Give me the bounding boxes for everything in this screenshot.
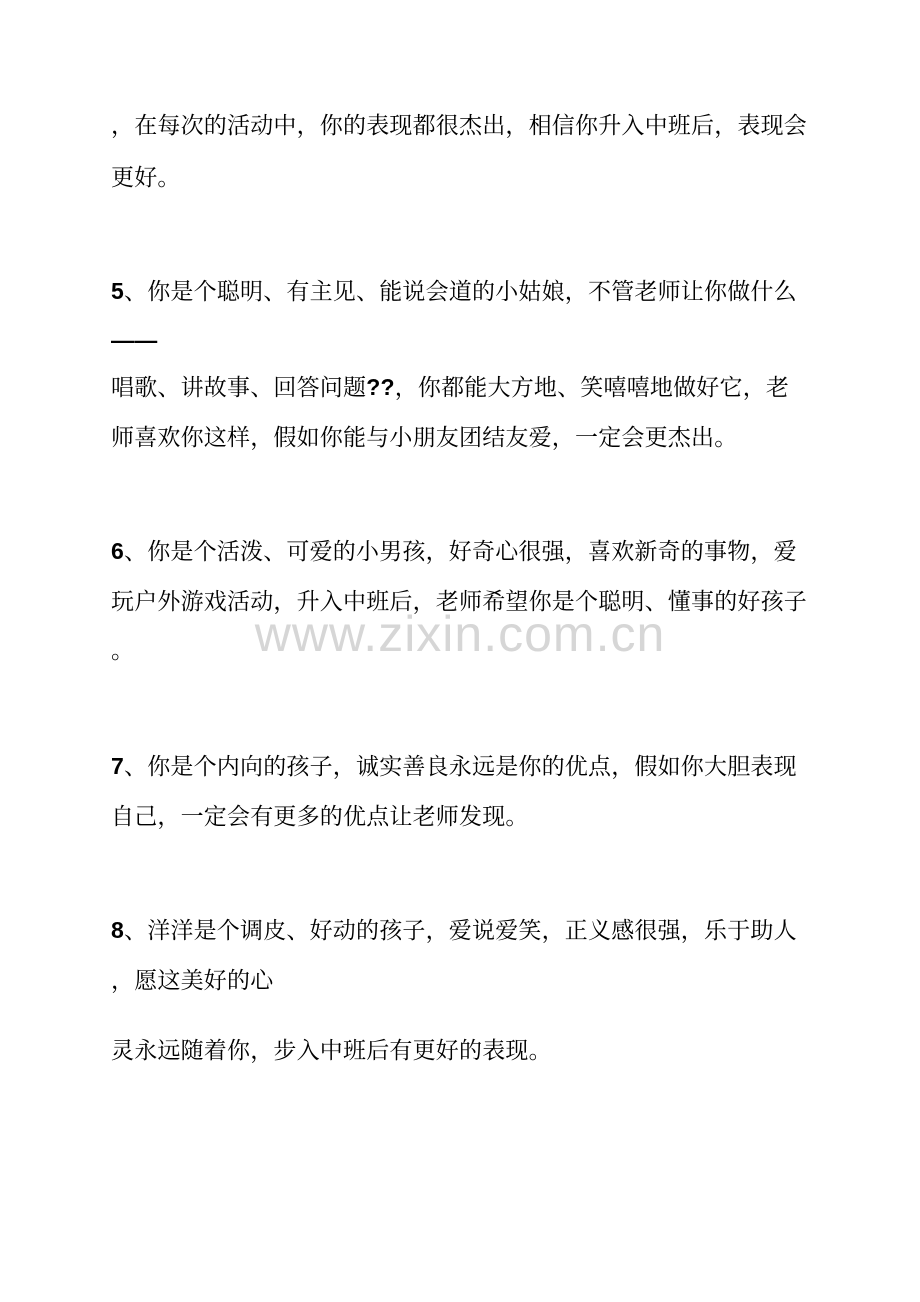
text-line: [111, 163, 181, 193]
paragraph-5-line-4: [111, 423, 737, 453]
line-text: 更好。: [111, 165, 181, 191]
paragraph-8-line-3: [111, 1036, 552, 1066]
watermark: www.zixin.com.cn: [254, 606, 666, 662]
paragraph-5-line-3: [111, 372, 789, 403]
question-marks: ??: [366, 374, 395, 400]
line-text: ，愿这美好的心: [111, 968, 274, 994]
line-text: 、你是个聪明、有主见、能说会道的小姑娘，不管老师让你做什么: [124, 279, 797, 305]
line-text: 唱歌、讲故事、回答问题: [111, 375, 367, 401]
paragraph-6-line-1: [111, 536, 797, 567]
paragraph-5-line-2: [111, 325, 157, 356]
line-text: ，你都能大方地、笑嘻嘻地做好它，老: [394, 375, 790, 401]
line-text: 、你是个内向的孩子，诚实善良永远是你的优点，假如你大胆表现: [124, 754, 797, 780]
line-text: 灵永远随着你，步入中班后有更好的表现。: [111, 1038, 552, 1064]
item-number: 6: [111, 538, 124, 564]
line-text: 玩户外游戏活动，升入中班后，老师希望你是个聪明、懂事的好孩子: [111, 589, 807, 615]
line-text: 师喜欢你这样，假如你能与小朋友团结友爱，一定会更杰出。: [111, 425, 738, 451]
line-text: 、洋洋是个调皮、好动的孩子，爱说爱笑，正义感很强，乐于助人: [124, 918, 797, 944]
paragraph-8-line-2: [111, 966, 273, 996]
paragraph-7-line-2: [111, 802, 529, 832]
paragraph-5-line-1: [111, 276, 797, 307]
line-text: 自己，一定会有更多的优点让老师发现。: [111, 804, 529, 830]
line-text: 、你是个活泼、可爱的小男孩，好奇心很强，喜欢新奇的事物，爱: [124, 539, 797, 565]
paragraph-7-line-1: [111, 751, 797, 782]
paragraph-8-line-1: [111, 915, 797, 946]
line-text: 。: [111, 638, 135, 664]
line-text: ，在每次的活动中，你的表现都很杰出，相信你升入中班后，表现会: [111, 113, 807, 139]
item-number: 5: [111, 278, 124, 304]
text-line: [111, 111, 807, 141]
item-number: 7: [111, 753, 124, 779]
dash-text: ——: [111, 327, 158, 353]
item-number: 8: [111, 917, 124, 943]
